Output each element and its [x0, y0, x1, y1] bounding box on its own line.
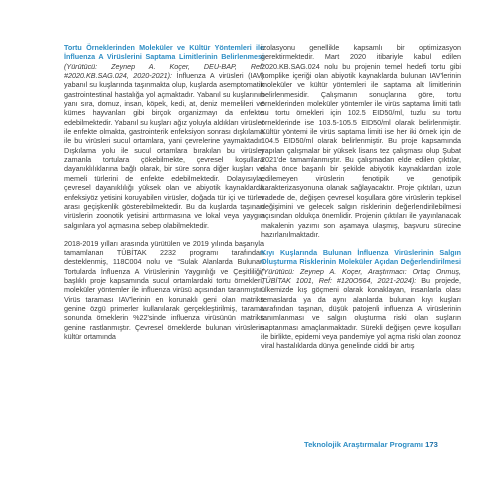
paragraph-shorebird-project	[261, 248, 461, 351]
project-heading: Kıyı Kuşlarında Bulunan İnfluenza Virüslerinin Salgın Oluşturma Risklerinin Moleküler Açıdan Değerlendirilmesi	[261, 248, 461, 267]
paragraph-body: 2018-2019 yılları arasında yürütülen ve 2019 yılında başarıyla tamamlanan TÜBİTAK 2232 programı tarafından desteklenmiş, 118C004 nolu ve “Sulak Alanlarda Bulunan Tortularda İnfluenza A Virüslerinin Yaygınlığı ve Çeşitliliği” başlıklı proje kapsamında sucul ortamlardaki tortu örnekleri, moleküler yöntemler ile influenza virüsü açısından taranmıştır. Virüs taraması IAV'lerinin en korunaklı geni olan matriks genine özgü primerler kullanılarak gerçekleştirilmiş, tarama sonunda örneklerin %22'sinde influenza virüsünün matriks genine rastlanmıştır. Çevresel örneklerde bulunan virüslerin kültür ortamında	[64, 238, 264, 342]
paragraph-body: İnfluenza A virüsleri (IAV) yabanıl su kuşlarında taşınmakta olup, kuşlarda asemptomatik gastrointestinal hastalığa yol açmaktadır. Yabanıl su kuşlarının yanı sıra, domuz, insan, köpek, kedi, at, deniz memelileri ve kümes hayvanları gibi birçok organizmayı da enfekte edebilmektedir. Yabanıl su kuşları ağız yoluyla aldıkları virüsler ile enfekte olmakta, gastrointerik enfeksiyon sonrası dışkılama ile bu virüsleri sucul ortamlara, yani çevrelerine yaymaktadır. Dışkılama yolu ile sucul ortamlara bırakılan bu virüsler zamanla tortulara çökebilmekte, çevresel koşullara dayanıklılıklarına bağlı olarak, bir süre sonra diğer kuşları ve memeli türlerini de enfekte edebilmektedir. Dolayısıyla, çevresel dayanıklılığı yüksek olan ve abiyotik kaynaklarda enfeksiyöz yetisini koruyabilen virüsler, doğada tür içi ve türler arası geçişkenlik gösterebilmektedir. Bu da kuşlarda taşınan virüslerin zoonotik yetisini arttırmasına ve lokal veya yaygın salgınlara yol açmasına sebep olabilmektedir.	[64, 71, 264, 230]
footer-program-name: Teknolojik Araştırmalar Programı	[304, 440, 424, 449]
page-footer	[304, 439, 470, 451]
paragraph-isolation-limits	[261, 43, 461, 239]
paragraph-body: izolasyonu genellikle kapsamlı bir optimizasyon gerektirmektedir. Mart 2020 itibariyle kabul edilen 2020.KB.SAG.024 nolu bu projenin temel hedefi tortu gibi komplike içeriği olan abiyotik kaynaklarda bulunan IAV'lerinin moleküler ve kültür yöntemleri ile saptama alt limitlerinin belirlenmesidir. Çalışmanın sonuçlarına göre, tortu örneklerinden moleküler yöntemler ile virüs saptama limiti tatlı su tortu örnekleri için 102.5 EID50/ml, tuzlu su tortu örneklerinde ise 103.5-105.5 EID50/ml olarak belirlenmiştir. Kültür yöntemi ile virüs saptama limiti ise her iki örnek için de 104.5 EID50/ml olarak belirlenmiştir. Bu proje kapsamında yapılan çalışmalar bir yüksek lisans tez çalışması olup Şubat 2021'de tamamlanmıştır. Bu çalışmadan elde edilen çıktılar, daha önce başarılı bir şekilde abiyotik kaynaklardan izole edilemeyen virüslerin fenotipik ve genotipik karakterizasyonuna olanak sağlayacaktır. Proje çıktıları, uzun vadede de, değişen çevresel koşullara göre virüslerin tepkisel değişimini ve gelecek salgın risklerinin değerlendirilebilmesi açısından oldukça önemlidir. Projenin çıktıları ile yayınlanacak makalenin yazımı son aşamaya ulaşmış, başvuru sürecine hazırlanılmaktadır.	[261, 43, 461, 239]
left-column	[64, 43, 264, 350]
right-column	[261, 43, 461, 360]
paragraph-tubitak-2232	[64, 239, 264, 342]
project-heading: Tortu Örneklerinden Moleküler ve Kültür Yöntemleri ile İnfluenza A Virüslerini Saptama Limitlerinin Belirlenmesi	[64, 43, 264, 62]
project-meta: (Yürütücü: Zeynep A. Koçer, Araştırmacı: Ortaç Onmuş, TÜBİTAK 1001, Ref: #120O564, 2021-2024):	[261, 266, 461, 286]
page-number: 173	[425, 440, 438, 449]
paragraph-influenza-sediment-project	[64, 43, 264, 230]
paragraph-body: Bu projede, ülkemizde kış göçmeni olarak konaklayan, insanlarla olası temaslarda ya da aynı alanlarda bulunan kıyı kuşları tarafından taşınan, düşük patojenli influenza A virüslerinin tanımlanması ve salgın oluşturma riski olan suşların saptanması amaçlanmaktadır. Sürekli değişen çevre koşulları ile birlikte, epidemi veya pandemiye yol açma riski olan zoonoz viral hastalıklarda dünya genelinde ciddi bir artış	[261, 276, 461, 351]
project-meta: (Yürütücü: Zeynep A. Koçer, DEU-BAP, Ref: #2020.KB.SAG.024, 2020-2021):	[64, 61, 264, 81]
